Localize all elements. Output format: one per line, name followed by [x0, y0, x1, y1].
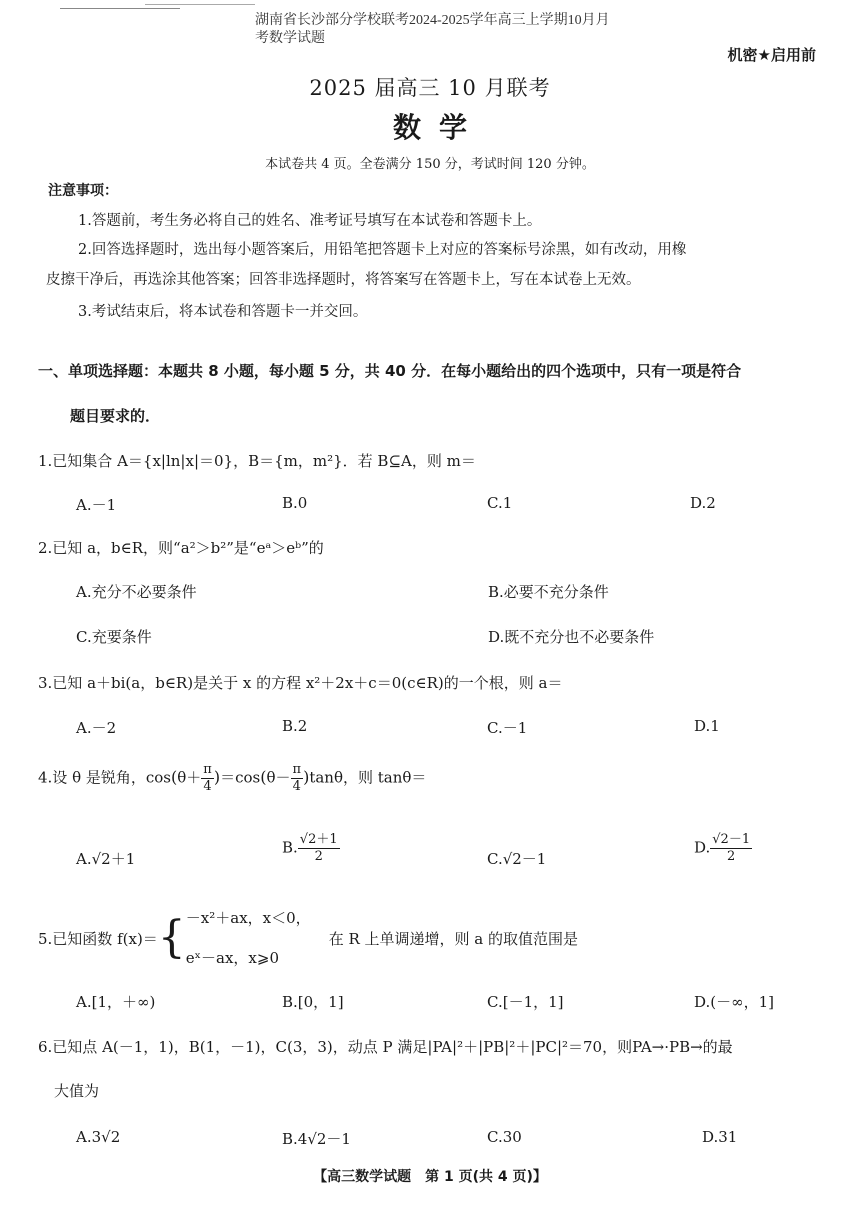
- source-title: 湖南省长沙部分学校联考2024-2025学年高三上学期10月月考数学试题: [255, 13, 610, 46]
- question-1-option-d: D.2: [690, 494, 716, 512]
- question-2-stem: 2.已知 a，b∈R，则“a²＞b²”是“eᵃ＞eᵇ”的: [38, 539, 324, 557]
- fraction: $\frac{√2-1}{2}$: [712, 832, 751, 864]
- question-3-option-d: D.1: [694, 717, 720, 735]
- question-3-option-b: B.2: [282, 717, 308, 735]
- question-5-option-a: A.[1，＋∞): [76, 993, 156, 1011]
- question-6-option-b: B.4√2－1: [282, 1130, 351, 1148]
- notice-item-3: 3.考试结束后，将本试卷和答题卡一并交回。: [78, 304, 368, 320]
- section-heading-cont: 题目要求的．: [70, 407, 161, 425]
- question-4-option-c: C.√2－1: [487, 850, 547, 868]
- question-1-option-a: A.－1: [76, 496, 117, 514]
- fraction-pi-over-4: $\frac{\pi}{4}$: [203, 762, 212, 794]
- question-3-option-a: A.－2: [76, 719, 117, 737]
- question-6-option-d: D.31: [702, 1128, 738, 1146]
- piecewise-brace: {: [157, 912, 186, 963]
- notice-item-1: 1.答题前，考生务必将自己的姓名、准考证号填写在本试卷和答题卡上。: [78, 213, 542, 229]
- question-5-option-b: B.[0，1]: [282, 993, 344, 1011]
- fraction-pi-over-4: $\frac{\pi}{4}$: [292, 762, 302, 794]
- notice-heading: 注意事项：: [48, 183, 118, 199]
- confidential-label: 机密★启用前: [727, 46, 816, 64]
- question-4-option-b: B. $\frac{√2+1}{2}$: [282, 832, 338, 864]
- question-3-stem: 3.已知 a＋bi(a，b∈R)是关于 x 的方程 x²＋2x＋c＝0(c∈R)的一个根，则 a＝: [38, 674, 563, 692]
- exam-info: 本试卷共 4 页。全卷满分 150 分，考试时间 120 分钟。: [265, 157, 595, 172]
- question-5-option-c: C.[－1，1]: [487, 993, 564, 1011]
- scan-artifact-line: [145, 4, 255, 5]
- question-1-option-b: B.0: [282, 494, 308, 512]
- question-3-option-c: C.－1: [487, 719, 528, 737]
- section-heading: 一、单项选择题：本题共 8 小题，每小题 5 分，共 40 分．在每小题给出的四个选项中，只有一项是符合: [38, 362, 742, 380]
- question-4-option-d: D. $\frac{√2-1}{2}$: [694, 832, 751, 864]
- question-5-option-d: D.(－∞，1]: [694, 993, 775, 1011]
- question-2-option-d: D.既不充分也不必要条件: [488, 628, 655, 646]
- scan-artifact-line: [60, 8, 180, 9]
- question-1-option-c: C.1: [487, 494, 513, 512]
- question-1-stem: 1.已知集合 A＝{x|ln|x|＝0}，B＝{m，m²}．若 B⊆A，则 m＝: [38, 452, 476, 470]
- fraction: $\frac{√2+1}{2}$: [299, 832, 338, 864]
- question-4-stem: 4.设 θ 是锐角，cos(θ＋ $\frac{\pi}{4}$ )＝cos(θ－ $\frac{\pi}{4}$ )tanθ，则 tanθ＝: [38, 762, 427, 794]
- question-6-option-a: A.3√2: [76, 1128, 121, 1146]
- question-2-option-c: C.充要条件: [76, 628, 152, 646]
- page-footer: 【高三数学试题 第 1 页(共 4 页)】: [313, 1169, 547, 1185]
- question-6-stem: 6.已知点 A(－1，1)，B(1，－1)，C(3，3)，动点 P 满足|PA|²＋|PB|²＋|PC|²＝70，则PA→·PB→的最: [38, 1038, 733, 1056]
- notice-item-2-cont: 皮擦干净后，再选涂其他答案；回答非选择题时，将答案写在答题卡上，写在本试卷上无效。: [46, 272, 641, 288]
- piecewise-cases: －x²＋ax，x＜0， eˣ－ax，x⩾0: [185, 909, 311, 967]
- question-6-stem-cont: 大值为: [54, 1082, 100, 1100]
- question-4-option-a: A.√2＋1: [76, 850, 136, 868]
- question-5-stem: 5.已知函数 f(x)＝{ －x²＋ax，x＜0， eˣ－ax，x⩾0 在 R 上单调递增，则 a 的取值范围是: [38, 898, 578, 978]
- question-6-option-c: C.30: [487, 1128, 522, 1146]
- exam-title: 2025 届高三 10 月联考: [309, 76, 551, 100]
- subject-title: 数学: [392, 111, 485, 144]
- question-2-option-a: A.充分不必要条件: [76, 583, 197, 601]
- notice-item-2: 2.回答选择题时，选出每小题答案后，用铅笔把答题卡上对应的答案标号涂黑，如有改动，用橡: [78, 242, 687, 258]
- question-2-option-b: B.必要不充分条件: [488, 583, 609, 601]
